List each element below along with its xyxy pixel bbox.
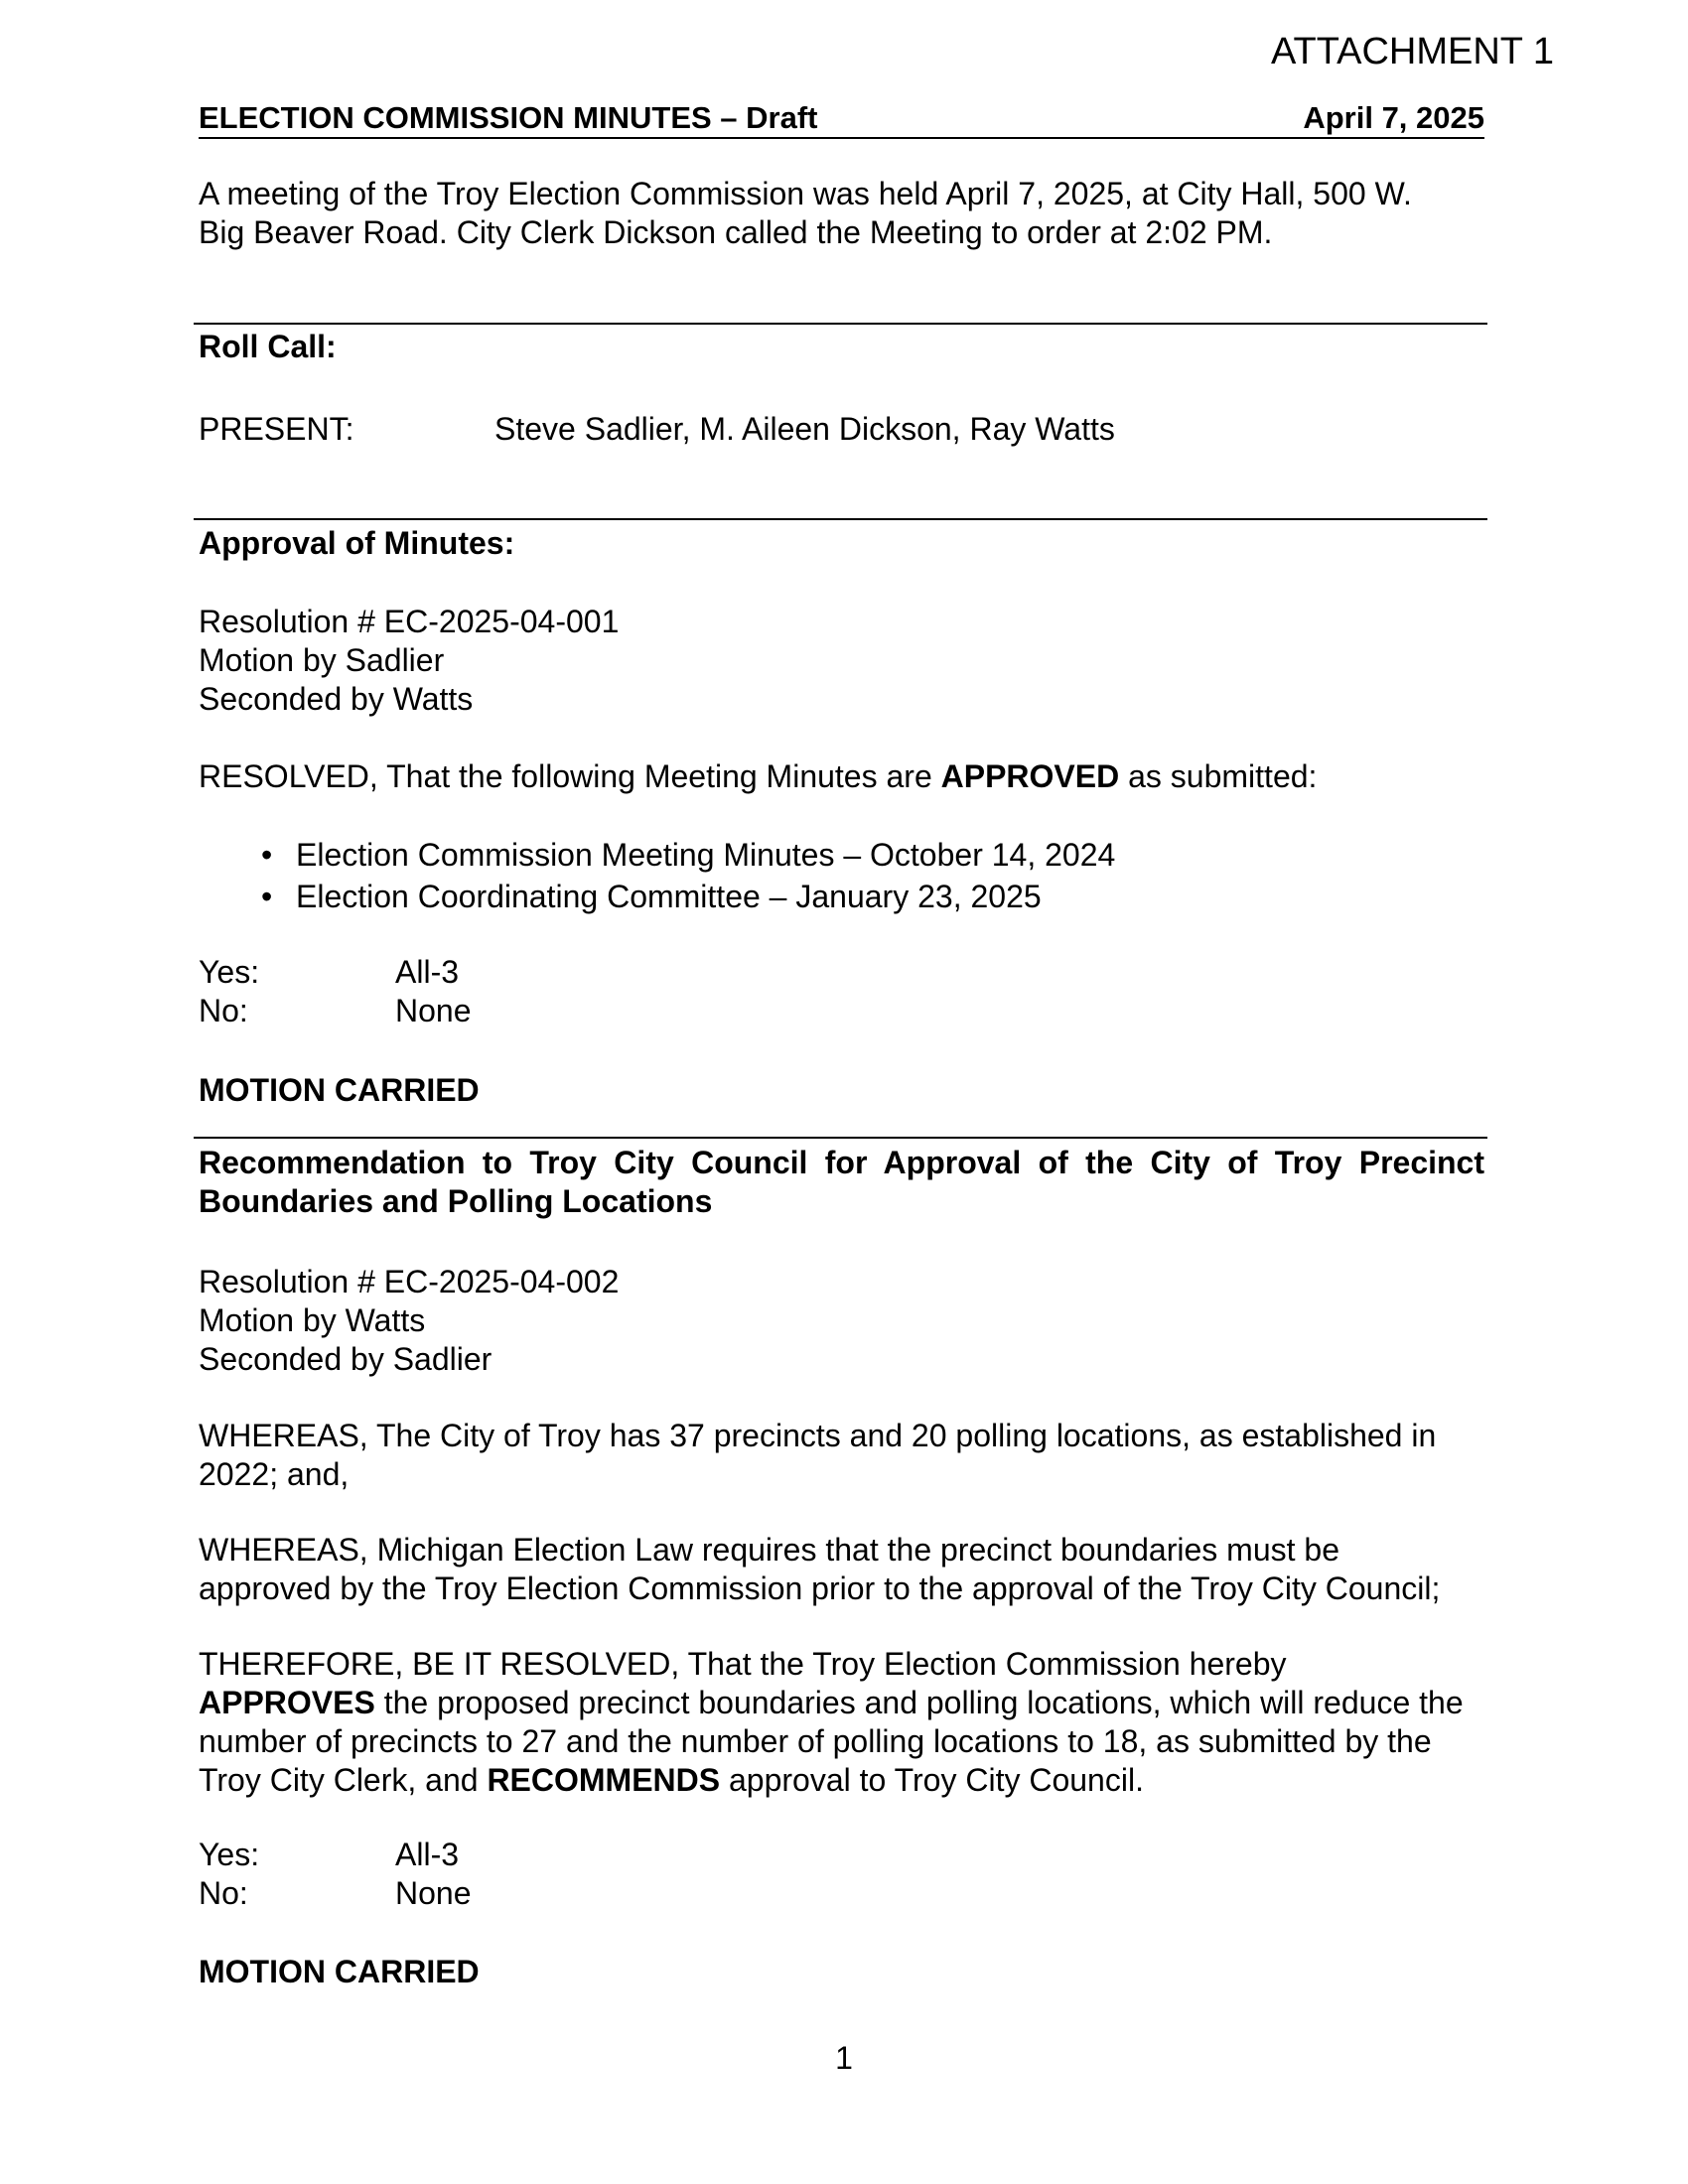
approved-emphasis: APPROVED xyxy=(940,758,1120,794)
approval-of-minutes-heading: Approval of Minutes: xyxy=(199,525,515,561)
resolved-text: RESOLVED, That the following Meeting Minutes are xyxy=(199,758,941,794)
resolved-statement xyxy=(199,757,1317,796)
therefore-line-1: THEREFORE, BE IT RESOLVED, That the Troy Election Commission hereby xyxy=(199,1646,1287,1682)
meeting-date: April 7, 2025 xyxy=(1303,100,1484,135)
therefore-line-4-text: Troy City Clerk, and xyxy=(199,1762,488,1798)
motion-by: Motion by Sadlier xyxy=(199,642,445,678)
no-value: None xyxy=(395,993,472,1028)
section-divider xyxy=(194,518,1487,520)
bullet-icon: • xyxy=(261,879,273,914)
roll-call-heading: Roll Call: xyxy=(199,329,337,364)
therefore-line-2-text: the proposed precinct boundaries and polling locations, which will reduce the xyxy=(374,1685,1464,1720)
intro-paragraph xyxy=(199,175,1484,252)
motion-by: Motion by Watts xyxy=(199,1302,426,1338)
present-label: PRESENT: xyxy=(199,411,354,447)
no-label: No: xyxy=(199,1875,248,1911)
section-divider xyxy=(194,1137,1487,1139)
page-number: 1 xyxy=(835,2040,853,2076)
seconded-by: Seconded by Sadlier xyxy=(199,1341,492,1377)
vote-yes-row xyxy=(199,953,794,992)
whereas-paragraph-1 xyxy=(199,1417,1436,1494)
document-title: ELECTION COMMISSION MINUTES – Draft xyxy=(199,100,818,135)
whereas-1-line-2: 2022; and, xyxy=(199,1456,350,1492)
vote-tally xyxy=(199,1836,794,1913)
resolution-number: Resolution # EC-2025-04-002 xyxy=(199,1264,620,1299)
recommends-emphasis: RECOMMENDS xyxy=(487,1762,721,1798)
approves-emphasis: APPROVES xyxy=(199,1685,375,1720)
bullet-icon: • xyxy=(261,837,273,873)
yes-label: Yes: xyxy=(199,954,260,990)
vote-tally xyxy=(199,953,794,1030)
vote-no-row xyxy=(199,1874,794,1913)
section-divider xyxy=(194,323,1487,325)
recommendation-heading xyxy=(199,1144,1484,1221)
therefore-line-4 xyxy=(199,1761,1464,1800)
intro-line-2: Big Beaver Road. City Clerk Dickson called the Meeting to order at 2:02 PM. xyxy=(199,214,1273,250)
motion-outcome: MOTION CARRIED xyxy=(199,1072,480,1108)
minutes-list xyxy=(199,834,1390,917)
whereas-2-line-1: WHEREAS, Michigan Election Law requires that the precinct boundaries must be xyxy=(199,1532,1339,1568)
vote-yes-row xyxy=(199,1836,794,1874)
document-header xyxy=(199,99,1484,139)
whereas-2-line-2: approved by the Troy Election Commission prior to the approval of the Troy City Council; xyxy=(199,1570,1441,1606)
seconded-by: Seconded by Watts xyxy=(199,681,474,717)
whereas-paragraph-2 xyxy=(199,1531,1440,1608)
therefore-line-2 xyxy=(199,1684,1464,1722)
list-item xyxy=(199,834,1390,876)
list-item-text: Election Coordinating Committee – January 23, 2025 xyxy=(296,879,1042,914)
list-item-text: Election Commission Meeting Minutes – October 14, 2024 xyxy=(296,837,1116,873)
yes-label: Yes: xyxy=(199,1837,260,1872)
therefore-line-3: number of precincts to 27 and the number of polling locations to 18, as submitted by the xyxy=(199,1723,1432,1759)
yes-value: All-3 xyxy=(395,1837,460,1872)
list-item xyxy=(199,876,1390,917)
resolution-block xyxy=(199,1263,619,1379)
yes-value: All-3 xyxy=(395,954,460,990)
resolution-number: Resolution # EC-2025-04-001 xyxy=(199,604,620,639)
no-label: No: xyxy=(199,993,248,1028)
resolution-block xyxy=(199,603,619,719)
present-names: Steve Sadlier, M. Aileen Dickson, Ray Watts xyxy=(494,411,1115,447)
therefore-line-4-end: approval to Troy City Council. xyxy=(720,1762,1144,1798)
recommendation-heading-line-1: Recommendation to Troy City Council for Approval of the City of Troy Precinct xyxy=(199,1145,1484,1180)
recommendation-heading-line-2: Boundaries and Polling Locations xyxy=(199,1183,713,1219)
attachment-label: ATTACHMENT 1 xyxy=(1271,31,1555,72)
vote-no-row xyxy=(199,992,794,1030)
resolved-text-end: as submitted: xyxy=(1119,758,1318,794)
no-value: None xyxy=(395,1875,472,1911)
motion-outcome: MOTION CARRIED xyxy=(199,1954,480,1989)
intro-line-1: A meeting of the Troy Election Commission was held April 7, 2025, at City Hall, 500 W. xyxy=(199,176,1412,211)
therefore-paragraph xyxy=(199,1645,1464,1800)
whereas-1-line-1: WHEREAS, The City of Troy has 37 precincts and 20 polling locations, as established in xyxy=(199,1418,1437,1453)
